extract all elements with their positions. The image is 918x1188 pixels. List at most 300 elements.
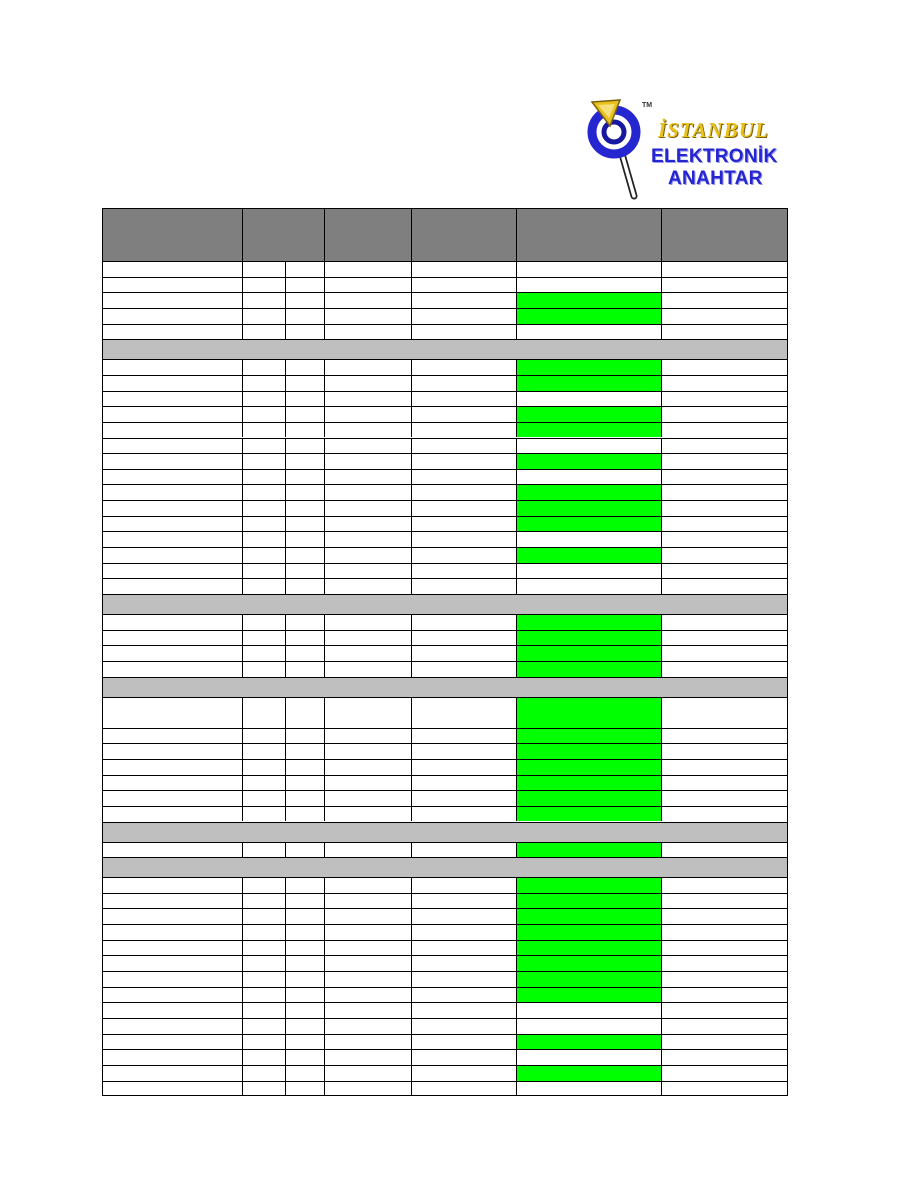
column-border xyxy=(516,531,517,547)
column-border xyxy=(285,877,286,893)
column-border xyxy=(242,1002,243,1018)
column-border xyxy=(516,277,517,293)
column-border xyxy=(516,547,517,563)
row-border xyxy=(102,759,788,760)
column-border xyxy=(516,563,517,579)
column-border xyxy=(242,893,243,909)
column-border xyxy=(242,469,243,485)
column-border xyxy=(661,391,662,407)
column-border xyxy=(411,516,412,532)
column-border xyxy=(324,391,325,407)
column-border xyxy=(516,971,517,987)
highlighted-cell xyxy=(516,516,661,532)
column-border xyxy=(411,908,412,924)
highlighted-cell xyxy=(516,292,661,308)
column-border xyxy=(324,614,325,630)
row-border xyxy=(102,697,788,698)
column-border xyxy=(242,775,243,791)
column-border xyxy=(242,578,243,594)
column-border xyxy=(242,661,243,677)
column-border xyxy=(285,453,286,469)
row-border xyxy=(102,453,788,454)
column-border xyxy=(285,578,286,594)
column-border xyxy=(661,893,662,909)
column-border xyxy=(242,308,243,324)
column-border xyxy=(516,453,517,469)
column-border xyxy=(516,842,517,858)
column-border xyxy=(411,1002,412,1018)
section-row xyxy=(102,822,788,842)
row-border xyxy=(102,594,788,595)
column-border xyxy=(242,531,243,547)
highlighted-cell xyxy=(516,547,661,563)
column-border xyxy=(242,743,243,759)
column-border xyxy=(242,697,243,728)
column-border xyxy=(324,893,325,909)
column-border xyxy=(411,877,412,893)
highlighted-cell xyxy=(516,987,661,1003)
column-border xyxy=(285,728,286,744)
column-border xyxy=(661,775,662,791)
column-border xyxy=(661,375,662,391)
row-border xyxy=(102,877,788,878)
column-border xyxy=(242,324,243,340)
row-border xyxy=(102,308,788,309)
column-border xyxy=(285,697,286,728)
column-border xyxy=(411,743,412,759)
column-border xyxy=(324,375,325,391)
column-border xyxy=(661,661,662,677)
column-border xyxy=(661,324,662,340)
column-border xyxy=(285,1065,286,1081)
column-border xyxy=(516,578,517,594)
column-border xyxy=(516,1018,517,1034)
highlighted-cell xyxy=(516,806,661,822)
column-border xyxy=(516,438,517,454)
column-border xyxy=(411,469,412,485)
column-border xyxy=(411,453,412,469)
column-border xyxy=(661,1018,662,1034)
column-border xyxy=(661,645,662,661)
column-border xyxy=(516,406,517,422)
column-border xyxy=(411,630,412,646)
column-border xyxy=(516,292,517,308)
column-border xyxy=(661,563,662,579)
row-border xyxy=(102,469,788,470)
row-border xyxy=(102,277,788,278)
highlighted-cell xyxy=(516,759,661,775)
row-border xyxy=(102,422,788,423)
column-border xyxy=(324,1049,325,1065)
column-border xyxy=(516,391,517,407)
column-border xyxy=(324,500,325,516)
column-border xyxy=(285,500,286,516)
column-border xyxy=(285,359,286,375)
column-border xyxy=(242,547,243,563)
column-border xyxy=(411,645,412,661)
column-border xyxy=(285,1002,286,1018)
column-border xyxy=(324,484,325,500)
column-border xyxy=(661,987,662,1003)
row-border xyxy=(102,484,788,485)
column-border xyxy=(411,578,412,594)
column-border xyxy=(516,469,517,485)
column-border xyxy=(242,484,243,500)
column-border xyxy=(516,500,517,516)
column-border xyxy=(411,1018,412,1034)
column-border xyxy=(516,806,517,822)
row-border xyxy=(102,208,788,209)
highlighted-cell xyxy=(516,728,661,744)
column-border xyxy=(411,614,412,630)
column-border xyxy=(324,422,325,438)
row-border xyxy=(102,1095,788,1096)
highlighted-cell xyxy=(516,614,661,630)
column-border xyxy=(661,1034,662,1050)
column-border xyxy=(285,790,286,806)
column-border xyxy=(324,645,325,661)
column-border xyxy=(324,743,325,759)
column-border xyxy=(285,908,286,924)
highlighted-cell xyxy=(516,500,661,516)
column-border xyxy=(242,500,243,516)
column-border xyxy=(661,697,662,728)
row-border xyxy=(102,547,788,548)
column-border xyxy=(411,697,412,728)
row-border xyxy=(102,438,788,439)
column-border xyxy=(285,759,286,775)
column-border xyxy=(516,790,517,806)
column-border xyxy=(285,1081,286,1097)
column-border xyxy=(242,971,243,987)
column-border xyxy=(242,422,243,438)
column-border xyxy=(285,987,286,1003)
column-border xyxy=(324,453,325,469)
column-border xyxy=(516,955,517,971)
column-border xyxy=(411,563,412,579)
column-border xyxy=(411,842,412,858)
highlighted-cell xyxy=(516,1034,661,1050)
column-border xyxy=(285,375,286,391)
column-border xyxy=(661,422,662,438)
column-border xyxy=(242,453,243,469)
highlighted-cell xyxy=(516,406,661,422)
highlighted-cell xyxy=(516,790,661,806)
column-border xyxy=(242,261,243,277)
column-border xyxy=(661,955,662,971)
column-border xyxy=(285,391,286,407)
column-border xyxy=(516,484,517,500)
column-border xyxy=(661,484,662,500)
column-border xyxy=(516,661,517,677)
column-border xyxy=(324,940,325,956)
column-border xyxy=(661,971,662,987)
column-border xyxy=(661,292,662,308)
column-border xyxy=(411,324,412,340)
column-border xyxy=(411,893,412,909)
highlighted-cell xyxy=(516,661,661,677)
column-border xyxy=(516,987,517,1003)
highlighted-cell xyxy=(516,453,661,469)
column-border xyxy=(285,743,286,759)
column-border xyxy=(242,908,243,924)
column-border xyxy=(285,1018,286,1034)
column-border xyxy=(516,1002,517,1018)
row-border xyxy=(102,1034,788,1035)
column-border xyxy=(516,1081,517,1097)
column-border xyxy=(324,208,325,261)
column-border xyxy=(516,1034,517,1050)
column-border xyxy=(285,277,286,293)
section-row xyxy=(102,339,788,359)
row-border xyxy=(102,893,788,894)
row-border xyxy=(102,728,788,729)
column-border xyxy=(324,697,325,728)
column-border xyxy=(324,547,325,563)
column-border xyxy=(285,924,286,940)
column-border xyxy=(242,292,243,308)
column-border xyxy=(285,1049,286,1065)
column-border xyxy=(242,375,243,391)
column-border xyxy=(661,614,662,630)
logo-line-istanbul: İSTANBUL xyxy=(658,118,769,142)
column-border xyxy=(324,277,325,293)
column-border xyxy=(324,578,325,594)
column-border xyxy=(411,728,412,744)
table-header-row xyxy=(102,208,788,261)
column-border xyxy=(324,292,325,308)
column-border xyxy=(242,1081,243,1097)
column-border xyxy=(516,359,517,375)
row-border xyxy=(102,645,788,646)
column-border xyxy=(285,630,286,646)
row-border xyxy=(102,261,788,262)
column-border xyxy=(516,775,517,791)
column-border xyxy=(242,940,243,956)
column-border xyxy=(516,422,517,438)
column-border xyxy=(516,645,517,661)
column-border xyxy=(242,1065,243,1081)
column-border xyxy=(324,877,325,893)
row-border xyxy=(102,743,788,744)
column-border xyxy=(285,308,286,324)
column-border xyxy=(411,924,412,940)
column-border xyxy=(285,406,286,422)
column-border xyxy=(411,759,412,775)
highlighted-cell xyxy=(516,775,661,791)
column-border xyxy=(411,987,412,1003)
column-border xyxy=(324,516,325,532)
column-border xyxy=(285,645,286,661)
row-border xyxy=(102,339,788,340)
column-border xyxy=(661,842,662,858)
column-border xyxy=(324,728,325,744)
column-border xyxy=(661,1065,662,1081)
column-border xyxy=(324,630,325,646)
column-border xyxy=(411,261,412,277)
data-table xyxy=(102,208,788,1114)
column-border xyxy=(516,614,517,630)
row-border xyxy=(102,292,788,293)
row-border xyxy=(102,940,788,941)
column-border xyxy=(411,531,412,547)
column-border xyxy=(285,261,286,277)
column-border xyxy=(516,759,517,775)
column-border xyxy=(661,359,662,375)
column-border xyxy=(411,940,412,956)
row-border xyxy=(102,391,788,392)
column-border xyxy=(661,261,662,277)
column-border xyxy=(516,261,517,277)
column-border xyxy=(661,453,662,469)
highlighted-cell xyxy=(516,877,661,893)
column-border xyxy=(411,406,412,422)
column-border xyxy=(661,630,662,646)
column-border xyxy=(242,391,243,407)
column-border xyxy=(242,614,243,630)
column-border xyxy=(661,578,662,594)
column-border xyxy=(242,924,243,940)
highlighted-cell xyxy=(516,893,661,909)
highlighted-cell xyxy=(516,422,661,438)
column-border xyxy=(411,547,412,563)
column-border xyxy=(411,484,412,500)
column-border xyxy=(661,516,662,532)
row-border xyxy=(102,1018,788,1019)
column-border xyxy=(324,1018,325,1034)
highlighted-cell xyxy=(516,359,661,375)
column-border xyxy=(516,375,517,391)
row-border xyxy=(102,908,788,909)
column-border xyxy=(324,563,325,579)
column-border xyxy=(324,438,325,454)
highlighted-cell xyxy=(516,645,661,661)
column-border xyxy=(516,208,517,261)
column-border xyxy=(411,208,412,261)
highlighted-cell xyxy=(516,955,661,971)
column-border xyxy=(285,563,286,579)
column-border xyxy=(324,842,325,858)
column-border xyxy=(516,728,517,744)
column-border xyxy=(324,790,325,806)
row-border xyxy=(102,614,788,615)
column-border xyxy=(324,661,325,677)
highlighted-cell xyxy=(516,375,661,391)
highlighted-cell xyxy=(516,971,661,987)
row-border xyxy=(102,630,788,631)
column-border xyxy=(285,469,286,485)
column-border xyxy=(242,987,243,1003)
row-border xyxy=(102,842,788,843)
row-border xyxy=(102,661,788,662)
column-border xyxy=(661,1081,662,1097)
company-logo xyxy=(584,96,784,202)
column-border xyxy=(411,1034,412,1050)
column-border xyxy=(324,324,325,340)
column-border xyxy=(324,971,325,987)
highlighted-cell xyxy=(516,308,661,324)
trademark-mark: TM xyxy=(642,102,653,109)
row-border xyxy=(102,1049,788,1050)
column-border xyxy=(516,743,517,759)
column-border xyxy=(285,806,286,822)
column-border xyxy=(516,697,517,728)
row-border xyxy=(102,359,788,360)
highlighted-cell xyxy=(516,630,661,646)
column-border xyxy=(285,614,286,630)
highlighted-cell xyxy=(516,842,661,858)
column-border xyxy=(285,547,286,563)
column-border xyxy=(516,324,517,340)
column-border xyxy=(285,516,286,532)
column-border xyxy=(285,955,286,971)
highlighted-cell xyxy=(516,1065,661,1081)
row-border xyxy=(102,1002,788,1003)
column-border xyxy=(242,1049,243,1065)
highlighted-cell xyxy=(516,743,661,759)
row-border xyxy=(102,324,788,325)
column-border xyxy=(516,908,517,924)
column-border xyxy=(661,728,662,744)
column-border xyxy=(324,308,325,324)
column-border xyxy=(324,1065,325,1081)
column-border xyxy=(411,1065,412,1081)
column-border xyxy=(242,277,243,293)
column-border xyxy=(324,955,325,971)
column-border xyxy=(324,759,325,775)
highlighted-cell xyxy=(516,940,661,956)
logo-line-elektronik: ELEKTRONİK xyxy=(651,146,778,167)
column-border xyxy=(661,940,662,956)
column-border xyxy=(285,531,286,547)
column-border xyxy=(661,469,662,485)
column-border xyxy=(661,1002,662,1018)
column-border xyxy=(411,955,412,971)
column-border xyxy=(411,277,412,293)
column-border xyxy=(661,531,662,547)
column-border xyxy=(516,877,517,893)
section-row xyxy=(102,677,788,697)
row-border xyxy=(102,806,788,807)
row-border xyxy=(102,790,788,791)
column-border xyxy=(324,908,325,924)
column-border xyxy=(102,208,103,1096)
column-border xyxy=(285,292,286,308)
column-border xyxy=(324,469,325,485)
column-border xyxy=(242,728,243,744)
column-border xyxy=(324,531,325,547)
column-border xyxy=(285,438,286,454)
highlighted-cell xyxy=(516,484,661,500)
row-border xyxy=(102,1065,788,1066)
column-border xyxy=(411,775,412,791)
column-border xyxy=(516,1049,517,1065)
row-border xyxy=(102,406,788,407)
column-border xyxy=(324,1034,325,1050)
row-border xyxy=(102,1081,788,1082)
column-border xyxy=(242,790,243,806)
column-border xyxy=(242,877,243,893)
column-border xyxy=(661,908,662,924)
column-border xyxy=(242,1018,243,1034)
column-border xyxy=(411,806,412,822)
column-border xyxy=(411,1081,412,1097)
column-border xyxy=(242,645,243,661)
row-border xyxy=(102,857,788,858)
column-border xyxy=(242,630,243,646)
column-border xyxy=(516,893,517,909)
row-border xyxy=(102,924,788,925)
